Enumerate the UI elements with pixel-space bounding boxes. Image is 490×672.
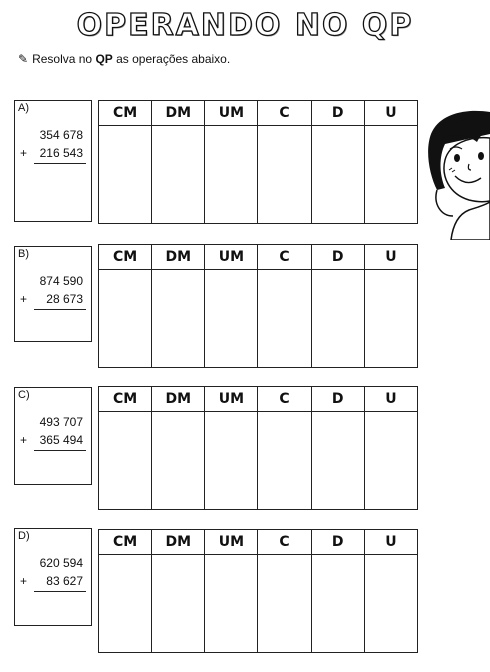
answer-cell[interactable]: [311, 412, 364, 510]
header-u: U: [364, 245, 417, 270]
header-c: C: [258, 101, 311, 126]
instruction-suffix: as operações abaixo.: [112, 52, 231, 66]
operand-2: 28 673: [46, 292, 83, 306]
answer-cell[interactable]: [258, 555, 311, 653]
header-d: D: [311, 245, 364, 270]
answer-cell[interactable]: [364, 412, 417, 510]
answer-cell[interactable]: [311, 555, 364, 653]
answer-cell[interactable]: [205, 412, 258, 510]
operand-1: 493 707: [39, 415, 83, 429]
header-cm: CM: [99, 245, 152, 270]
plus-sign: +: [20, 433, 28, 447]
header-u: U: [364, 101, 417, 126]
plus-sign: +: [20, 292, 28, 306]
plus-sign: +: [20, 574, 28, 588]
answer-cell[interactable]: [311, 126, 364, 224]
header-c: C: [258, 387, 311, 412]
answer-cell[interactable]: [152, 412, 205, 510]
answer-cell[interactable]: [258, 126, 311, 224]
operation-label: C): [18, 389, 30, 401]
answer-cell[interactable]: [99, 270, 152, 368]
header-c: C: [258, 245, 311, 270]
operation-box-c: [14, 387, 92, 485]
header-d: D: [311, 101, 364, 126]
operation-box-a: [14, 100, 92, 222]
answer-cell[interactable]: [258, 412, 311, 510]
header-u: U: [364, 530, 417, 555]
answer-cell[interactable]: [205, 555, 258, 653]
header-dm: DM: [152, 101, 205, 126]
header-cm: CM: [99, 387, 152, 412]
header-cm: CM: [99, 101, 152, 126]
page-title: OPERANDO NO QP: [76, 8, 414, 43]
header-dm: DM: [152, 387, 205, 412]
operand-2: 216 543: [39, 146, 83, 160]
operation-label: A): [18, 102, 29, 114]
header-d: D: [311, 530, 364, 555]
place-value-table-d: [98, 529, 418, 653]
operand-2: 83 627: [46, 574, 83, 588]
header-dm: DM: [152, 530, 205, 555]
operation-label: B): [18, 248, 29, 260]
header-d: D: [311, 387, 364, 412]
header-dm: DM: [152, 245, 205, 270]
plus-sign: +: [20, 146, 28, 160]
operand-1: 874 590: [39, 274, 83, 288]
answer-cell[interactable]: [364, 270, 417, 368]
header-c: C: [258, 530, 311, 555]
operation-box-b: [14, 246, 92, 342]
header-um: UM: [205, 101, 258, 126]
pencil-icon: ✎: [18, 52, 29, 66]
sum-line: [34, 591, 86, 592]
answer-cell[interactable]: [99, 126, 152, 224]
place-value-table-c: [98, 386, 418, 510]
sum-line: [34, 309, 86, 310]
instruction-bold: QP: [95, 52, 113, 66]
answer-cell[interactable]: [152, 555, 205, 653]
answer-cell[interactable]: [364, 126, 417, 224]
answer-cell[interactable]: [152, 270, 205, 368]
answer-cell[interactable]: [205, 270, 258, 368]
instruction-text: Resolva no: [32, 52, 96, 66]
sum-line: [34, 163, 86, 164]
answer-cell[interactable]: [99, 555, 152, 653]
place-value-table-b: [98, 244, 418, 368]
answer-cell[interactable]: [152, 126, 205, 224]
operand-1: 620 594: [39, 556, 83, 570]
answer-cell[interactable]: [205, 126, 258, 224]
header-um: UM: [205, 387, 258, 412]
place-value-table-a: [98, 100, 418, 224]
girl-illustration-icon: [425, 104, 490, 240]
operation-label: D): [18, 530, 30, 542]
operation-box-d: [14, 528, 92, 626]
answer-cell[interactable]: [311, 270, 364, 368]
answer-cell[interactable]: [364, 555, 417, 653]
operand-2: 365 494: [39, 433, 83, 447]
operand-1: 354 678: [39, 128, 83, 142]
instruction: [18, 52, 230, 66]
answer-cell[interactable]: [99, 412, 152, 510]
sum-line: [34, 450, 86, 451]
header-cm: CM: [99, 530, 152, 555]
header-u: U: [364, 387, 417, 412]
header-um: UM: [205, 245, 258, 270]
header-um: UM: [205, 530, 258, 555]
answer-cell[interactable]: [258, 270, 311, 368]
